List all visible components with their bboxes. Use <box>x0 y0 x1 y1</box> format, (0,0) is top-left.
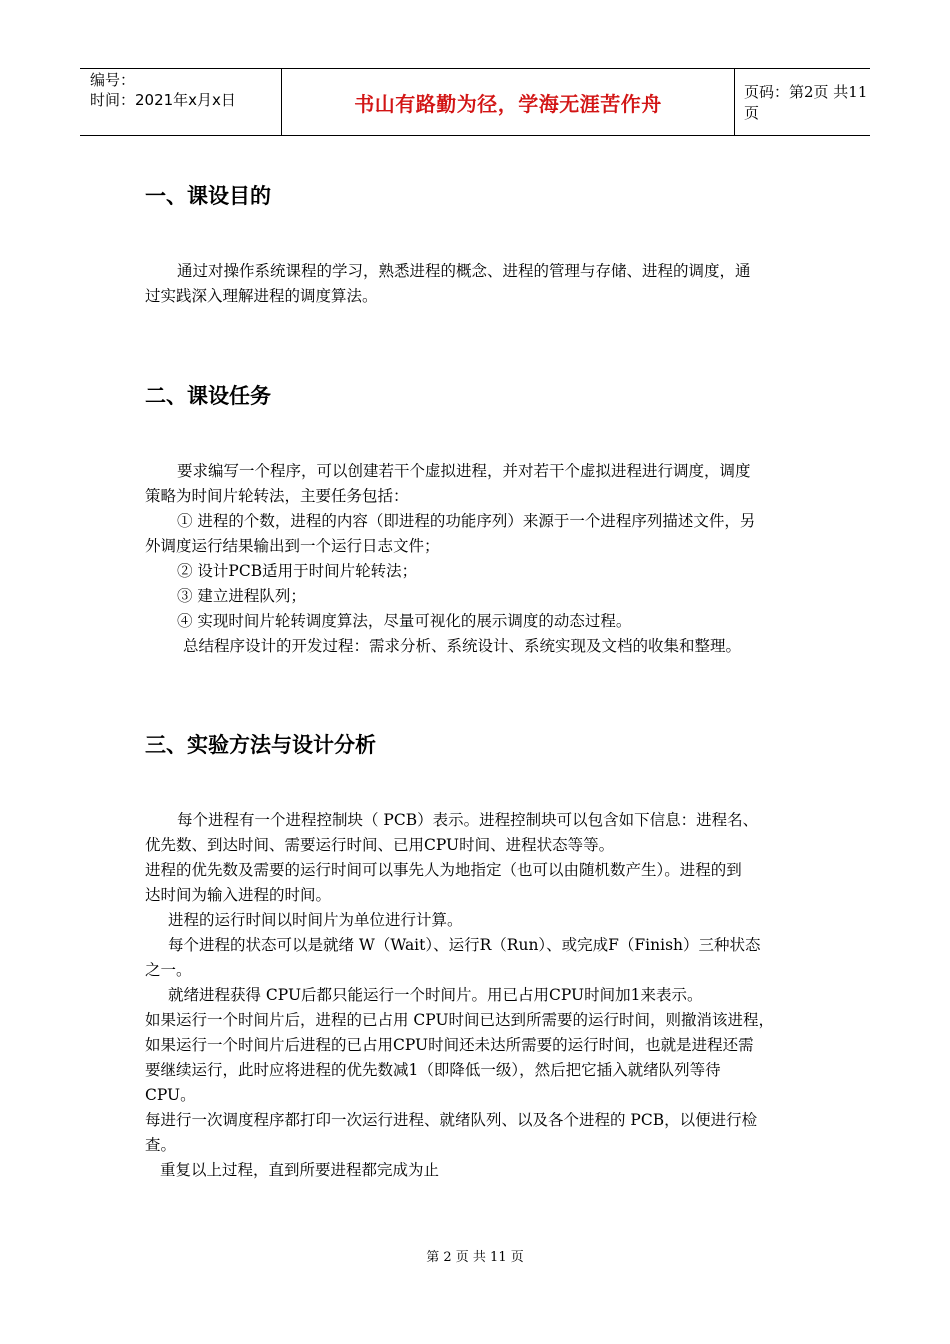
paragraph-line: 每个进程有一个进程控制块（ PCB）表示。进程控制块可以包含如下信息：进程名、 <box>177 811 759 829</box>
paragraph-line: 要求编写一个程序，可以创建若干个虚拟进程，并对若干个虚拟进程进行调度，调度 <box>177 462 751 480</box>
paragraph-line: 每个进程的状态可以是就绪 W（Wait）、运行R（Run）、或完成F（Finish）三种状态 <box>168 936 761 954</box>
section-heading: 一、课设目的 <box>145 184 271 208</box>
list-item: ① 进程的个数，进程的内容（即进程的功能序列）来源于一个进程序列描述文件，另 <box>177 512 756 530</box>
paragraph-line: 重复以上过程，直到所要进程都完成为止 <box>160 1161 440 1179</box>
header-page-info: 页码：第2页 共11页 <box>744 83 868 122</box>
paragraph-line: 进程的运行时间以时间片为单位进行计算。 <box>168 911 463 929</box>
paragraph-line: 查。 <box>145 1136 177 1154</box>
paragraph-line: 总结程序设计的开发过程：需求分析、系统设计、系统实现及文档的收集和整理。 <box>183 637 742 655</box>
paragraph-line: 如果运行一个时间片后，进程的已占用 CPU时间已达到所需要的运行时间，则撤消该进程， <box>145 1011 775 1029</box>
paragraph-line: 通过对操作系统课程的学习，熟悉进程的概念、进程的管理与存储、进程的调度，通 <box>177 262 751 280</box>
paragraph-line: 策略为时间片轮转法，主要任务包括： <box>145 487 409 505</box>
paragraph-line: 外调度运行结果输出到一个运行日志文件； <box>145 537 440 555</box>
section-heading: 二、课设任务 <box>145 384 271 408</box>
page-header <box>80 68 870 136</box>
document-date-label: 时间：2021年x月x日 <box>90 91 236 109</box>
page-footer: 第 2 页 共 11 页 <box>426 1250 524 1265</box>
document-number-label: 编号： <box>90 71 136 89</box>
paragraph-line: 进程的优先数及需要的运行时间可以事先人为地指定（也可以由随机数产生）。进程的到 <box>145 861 742 879</box>
paragraph-line: 每进行一次调度程序都打印一次运行进程、就绪队列、以及各个进程的 PCB，以便进行检 <box>145 1111 758 1129</box>
paragraph-line: 如果运行一个时间片后进程的已占用CPU时间还未达所需要的运行时间，也就是进程还需 <box>145 1036 754 1054</box>
header-slogan: 书山有路勤为径，学海无涯苦作舟 <box>354 91 662 116</box>
header-info-cell <box>80 69 281 135</box>
paragraph-line: 要继续运行，此时应将进程的优先数减1（即降低一级），然后把它插入就绪队列等待 <box>145 1061 721 1079</box>
paragraph-line: 过实践深入理解进程的调度算法。 <box>145 287 378 305</box>
paragraph-line: 就绪进程获得 CPU后都只能运行一个时间片。用已占用CPU时间加1来表示。 <box>168 986 703 1004</box>
paragraph-line: 优先数、到达时间、需要运行时间、已用CPU时间、进程状态等等。 <box>145 836 615 854</box>
paragraph-line: 达时间为输入进程的时间。 <box>145 886 332 904</box>
paragraph-line: CPU。 <box>145 1086 196 1104</box>
list-item: ② 设计PCB适用于时间片轮转法； <box>177 562 418 580</box>
section-heading: 三、实验方法与设计分析 <box>145 733 376 757</box>
header-slogan-cell <box>281 69 735 135</box>
list-item: ③ 建立进程队列； <box>177 587 306 605</box>
header-page-cell <box>735 69 870 135</box>
paragraph-line: 之一。 <box>145 961 192 979</box>
list-item: ④ 实现时间片轮转调度算法，尽量可视化的展示调度的动态过程。 <box>177 612 632 630</box>
